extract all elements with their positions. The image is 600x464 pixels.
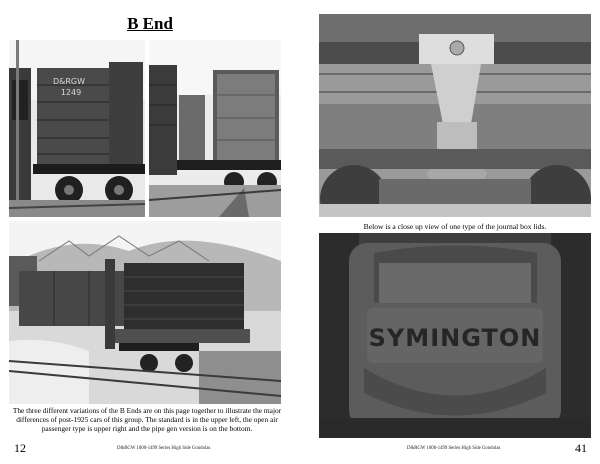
right-photo-caption: Below is a close up view of one type of the journal box lids. [363, 222, 547, 231]
left-photo-caption: The three different variations of the B Ends are on this page together to illustrate the major differences of post-1925 cars of this group. The standard is in the upper left, the open air passenger type is upper right and the pipe gen version is on the bottom. [12, 406, 282, 434]
photo-truck-bolster [319, 14, 591, 217]
car-number: 1249 [60, 88, 82, 97]
page-number-right: 41 [575, 441, 587, 455]
page-footer-left: D&RGW 1000-1499 Series High Side Gondolas [117, 446, 211, 451]
car-reporting-mark: D&RGW [52, 77, 86, 86]
photo-journal-box-lid [319, 233, 591, 438]
page-number-left: 12 [14, 441, 26, 455]
right-page [300, 0, 600, 464]
photo-b-end-open-air-passenger [149, 40, 281, 217]
journal-lid-lettering: SYMINGTON [368, 324, 542, 352]
photo-b-end-pipe-gon [9, 221, 281, 404]
page-title: B End [127, 14, 173, 33]
photo-b-end-standard [9, 40, 145, 217]
page-footer-right: D&RGW 1000-1499 Series High Side Gondolas [407, 446, 501, 451]
